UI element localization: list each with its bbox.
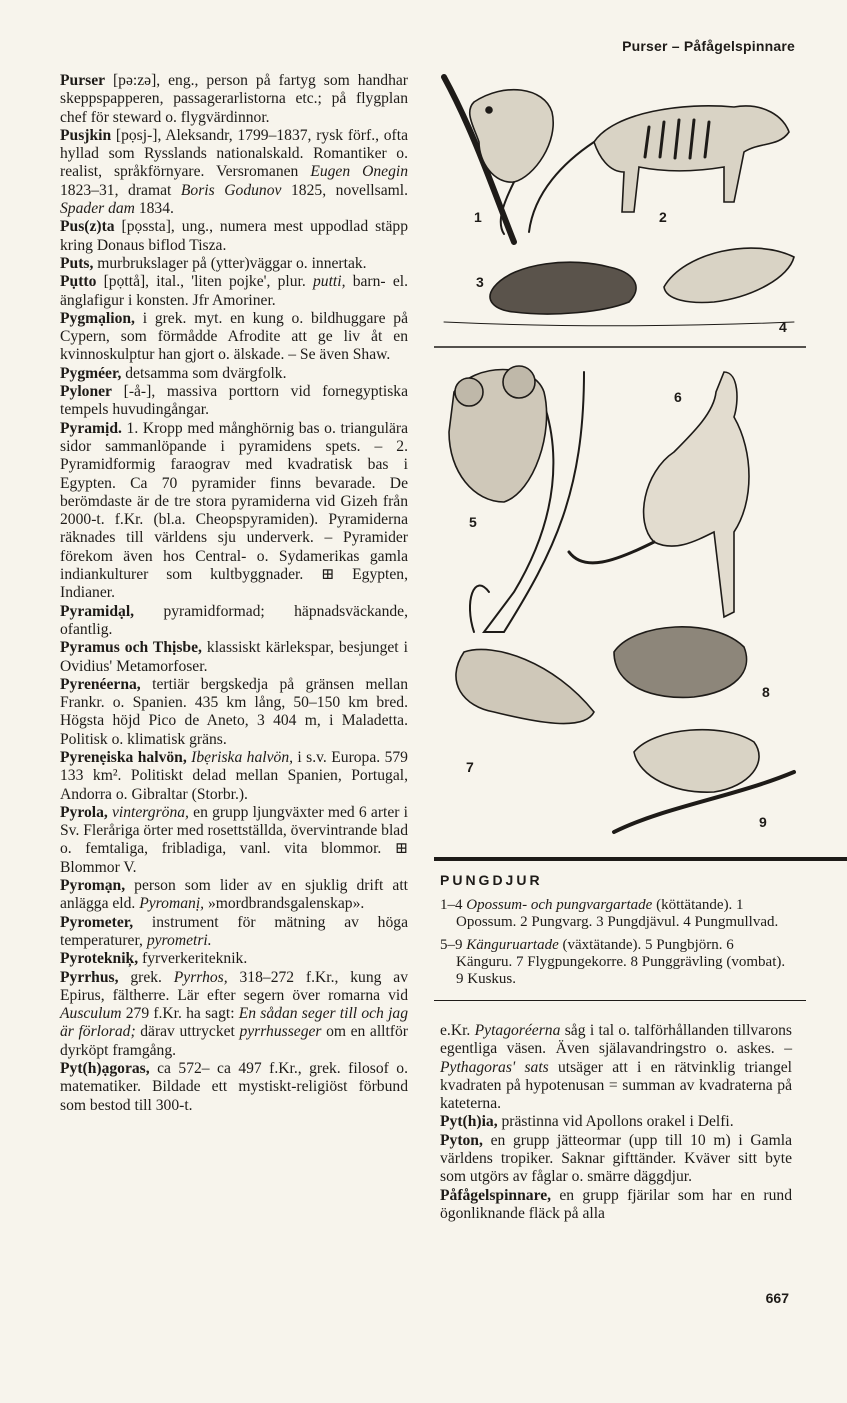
entry-text: 1. Kropp med månghörnig bas o. triangulära sidor sammanlöpande i pyramidens spets. – 2. Pyramidformig faraograv med kvadratisk bas i Egypten. Ca 70 pyramider finns bevarade. De berömdaste är de tre stora pyramiderna vid Gizeh från 2000-t. f.Kr. (bl.a. Cheopspyramiden). Pyramiderna räknades till världens sju underverk. – Pyramider förekom även hos Central- o. Sydamerikas gamla indiankulturer som kultbyggnader. ⊞ Egypten, Indianer.: [60, 419, 408, 602]
entry-text: pyrrhusseger: [239, 1023, 322, 1041]
entry-headword: Pyramịd.: [60, 419, 122, 437]
caption-title: PUNGDJUR: [440, 872, 543, 888]
entry-text: såg i tal o. talförhållanden tillvarons egentliga väsen. Även själavandringstro o. askes. –: [440, 1022, 792, 1058]
entry-text: prästinna vid Apollons orakel i Delfi.: [497, 1113, 734, 1131]
dictionary-entry: [60, 603, 408, 640]
entry-headword: Pyt(h)ạgoras,: [60, 1060, 150, 1078]
dictionary-entry: [440, 1132, 792, 1187]
entry-text: putti,: [312, 273, 346, 291]
entry-text: detsamma som dvärgfolk.: [121, 364, 287, 382]
entry-text: Pytagoréerna: [474, 1022, 561, 1039]
entry-text: pyrometri.: [146, 931, 212, 949]
figure-number: 9: [759, 814, 767, 830]
entry-text: Boris Godunov: [180, 181, 282, 199]
entry-text: 1834.: [134, 200, 174, 218]
entry-text: en grupp fjärilar som har en rund ögonliknande fläck på alla: [440, 1186, 792, 1222]
entry-headword: Pyton,: [440, 1131, 483, 1149]
entry-headword: Pyromạn,: [60, 877, 126, 895]
entry-headword: Pyrenẹiska halvön,: [60, 748, 187, 766]
entry-text: Pyromanị,: [139, 895, 205, 913]
entry-headword: Puts,: [60, 254, 94, 272]
entry-headword: Pus(z)ta: [60, 218, 115, 236]
caption-line-carnivorous: 1–4 Opossum- och pungvargartade (köttätande). 1 Opossum. 2 Pungvarg. 3 Pungdjävul. 4 Pungmullvad.: [440, 897, 779, 930]
entry-text: 279 f.Kr. ha sagt:: [121, 1005, 239, 1023]
entry-headword: Pyramus och Thịsbe,: [60, 639, 202, 657]
entry-headword: Pyrenéerna,: [60, 675, 141, 693]
entry-text: 1823–31, dramat: [60, 181, 181, 199]
entry-text: en grupp ljungväxter med 6 arter i Sv. Fleråriga örter med rosettställda, övervintrande blad o. femtaliga, fribladiga, vanl. vita blommor. ⊞ Blommor V.: [60, 803, 409, 876]
entry-text: därav uttrycket: [135, 1023, 240, 1041]
dictionary-entry: [60, 310, 408, 365]
dictionary-entry: [60, 804, 408, 877]
dictionary-entry: [60, 72, 408, 127]
dictionary-entry: [60, 749, 408, 804]
sugar-glider: [456, 650, 594, 724]
entry-text: ca 572– ca 497 f.Kr., grek. filosof o. matematiker. Bildade ett mystiskt-religiöst förbund som bestod till 300-t.: [60, 1060, 408, 1114]
entry-text: grek.: [118, 968, 174, 986]
left-column: [60, 72, 408, 1115]
entry-headword: Påfågelspinnare,: [440, 1186, 552, 1204]
entry-text: vintergröna,: [112, 803, 189, 821]
entry-text: e.Kr.: [440, 1022, 475, 1039]
kangaroo: [644, 372, 749, 617]
entry-text: Ibẹriska halvön,: [191, 748, 294, 766]
caption-line-herbivorous: 5–9 Känguruartade (växtätande). 5 Pungbjörn. 6 Känguru. 7 Flygpungekorre. 8 Punggrävling (vombat). 9 Kuskus.: [440, 937, 786, 987]
page-number: 667: [765, 1290, 789, 1306]
marsupials-illustration: [434, 72, 806, 854]
dictionary-entry: [60, 877, 408, 914]
entry-headword: Pyrrhus,: [60, 968, 119, 986]
dictionary-entry: [440, 1113, 792, 1131]
entry-headword: Pusjkin: [60, 126, 112, 144]
entry-text: [-å-], massiva porttorn vid fornegyptiska tempels huvudingångar.: [60, 383, 408, 419]
entry-text: utsäger att i en rätvinklig triangel kvadraten på hypotenusan = summan av kvadraterna på kateterna.: [440, 1058, 792, 1113]
marsupials-drawing: [434, 72, 806, 854]
entry-text: Pythagoras' sats: [440, 1058, 549, 1076]
entry-text: [pọsj-], Aleksandr, 1799–1837, rysk förf., ofta hyllad som Rysslands nationalskald. Romantiker o. realist, språkförnyare. Versromanen: [60, 126, 408, 181]
entry-text: barn- el. änglafigur i konsten. Jfr Amoriner.: [60, 273, 408, 309]
entry-text: Pyrrhos,: [173, 968, 228, 986]
dictionary-entry: [60, 365, 408, 383]
dictionary-entry: [60, 255, 408, 273]
caption-bottom-rule: [434, 1000, 806, 1001]
entry-headword: Pygméer,: [60, 364, 122, 382]
wombat: [614, 627, 747, 698]
entry-text: instrument för mätning av höga temperaturer,: [60, 913, 408, 949]
entry-text: murbrukslager på (ytter)väggar o. innertak.: [93, 254, 367, 272]
entry-text: i s.v. Europa. 579 133 km². Politiskt delad mellan Spanien, Portugal, Andorra o. Gibraltar (Storbr.).: [60, 748, 408, 803]
entry-headword: Purser: [60, 72, 106, 89]
dictionary-entry: [60, 639, 408, 676]
dictionary-entry: [440, 1022, 792, 1113]
entry-headword: Pyt(h)ia,: [440, 1113, 498, 1131]
tasmanian-devil: [490, 262, 636, 314]
dictionary-entry: [60, 273, 408, 310]
entry-text: En sådan seger till och jag är förlorad;: [60, 1005, 409, 1041]
figure-number: 1: [474, 209, 482, 225]
caption-top-rule: [434, 857, 847, 861]
figure-number: 2: [659, 209, 667, 225]
entry-text: Spader dam: [60, 200, 135, 218]
entry-text: 318–272 f.Kr., kung av Epirus, fältherre. Lär efter segern över romarna vid: [60, 968, 408, 1004]
entry-text: [pọssta], ung., numera mest uppodlad stäpp kring Donaus biflod Tisza.: [60, 218, 408, 254]
entry-text: en grupp jätteormar (upp till 10 m) i Gamla världens tropiker. Saknar gifttänder. Kväver sitt byte som utgörs av fåglar o. smärre däggdjur.: [440, 1131, 792, 1186]
entry-text: om en alltför dyrköpt framgång.: [60, 1023, 408, 1059]
entry-text: i grek. myt. en kung o. bildhuggare på Cypern, som förmådde Afrodite att ge liv åt en kvinnoskulptur han gjort o. älskade. – Se även Shaw.: [60, 309, 408, 364]
thylacine: [594, 106, 789, 212]
marsupial-mole: [664, 248, 794, 302]
dictionary-entry: [60, 383, 408, 420]
dictionary-entry: [60, 950, 408, 968]
entry-text: »mordbrandsgalenskap».: [204, 895, 365, 913]
entry-text: pyramidformad; häpnadsväckande, ofantlig.: [60, 602, 408, 638]
dictionary-entry: [440, 1187, 792, 1224]
entry-text: [pə:zə], eng., person på fartyg som handhar skeppspapperen, passagerarlistorna etc.; på flygplan chef för steward o. flygvärdinnor.: [60, 72, 408, 126]
figure-number: 3: [476, 274, 484, 290]
right-column: [440, 1022, 792, 1223]
illustration-caption: [440, 872, 792, 994]
dictionary-entry: [60, 420, 408, 603]
dictionary-entry: [60, 676, 408, 749]
entry-headword: Pyrotekniķ,: [60, 950, 139, 968]
entry-text: Eugen Onegin: [310, 163, 408, 181]
dictionary-entry: [60, 914, 408, 951]
entry-headword: Pyrometer,: [60, 913, 134, 931]
cuscus: [634, 730, 759, 793]
dictionary-entry: [60, 969, 408, 1060]
entry-text: tertiär bergskedja på gränsen mellan Frankr. o. Spanien. 435 km lång, 50–150 km bred. Högsta höjd Pico de Aneto, 3 404 m, i Maladetta. Politisk o. klimatisk gräns.: [60, 675, 408, 748]
entry-headword: Pụtto: [60, 273, 97, 291]
entry-text: fyrverkeriteknik.: [138, 950, 248, 968]
entry-text: [pọttå], ital., 'liten pojke', plur.: [96, 273, 313, 291]
figure-number: 8: [762, 684, 770, 700]
figure-number: 7: [466, 759, 474, 775]
dictionary-entry: [60, 218, 408, 255]
figure-number: 5: [469, 514, 477, 530]
entry-text: person som lider av en sjuklig drift att anlägga eld.: [60, 877, 408, 913]
figure-number: 6: [674, 389, 682, 405]
entry-headword: Pyrola,: [60, 803, 108, 821]
dictionary-entry: [60, 1060, 408, 1115]
running-head: Purser – Påfågelspinnare: [622, 38, 795, 54]
entry-headword: Pyramidạl,: [60, 602, 135, 620]
entry-text: 1825, novellsaml.: [281, 181, 408, 199]
entry-text: klassiskt kärlekspar, besjunget i Ovidius' Metamorfoser.: [60, 639, 408, 675]
figure-number: 4: [779, 319, 787, 335]
entry-headword: Pygmạlion,: [60, 309, 135, 327]
dictionary-entry: [60, 127, 408, 218]
entry-text: Ausculum: [60, 1005, 122, 1023]
entry-headword: Pyloner: [60, 383, 112, 401]
